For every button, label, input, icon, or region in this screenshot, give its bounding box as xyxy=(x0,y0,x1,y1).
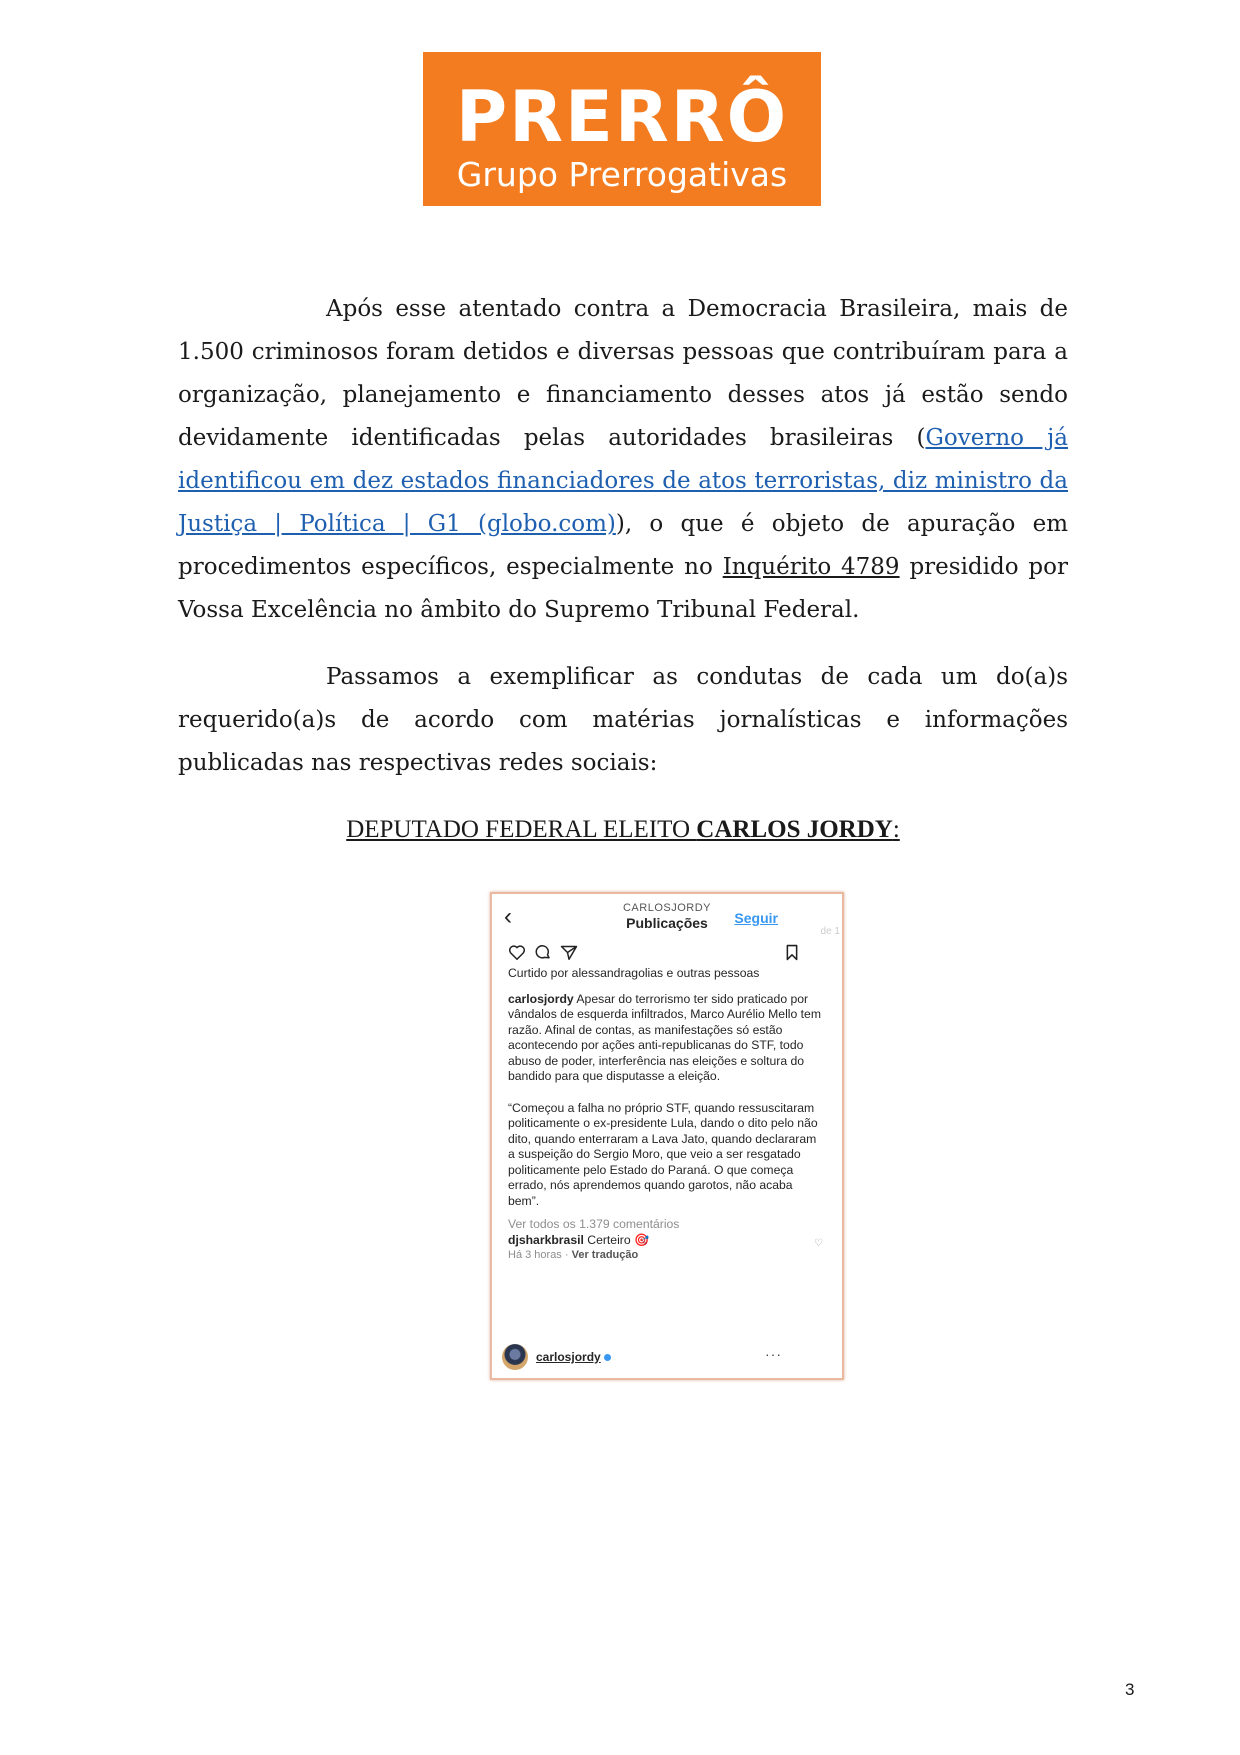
ig-quote: “Começou a falha no próprio STF, quando ressuscitaram politicamente o ex-presidente Lula, dando o dito pelo não dito, quando enterraram a Lava Jato, quando declararam a suspeição do Sergio Moro, que veio a ser resgatado politicamente pelo Estado do Paraná. O que começa errado, nós aprendemos quando garotos, não acaba bem”. xyxy=(508,1100,818,1208)
verified-badge-icon xyxy=(604,1354,611,1361)
footer-username-text: carlosjordy xyxy=(536,1350,601,1364)
paragraph-2 xyxy=(178,656,1068,785)
comment-username: djsharkbrasil xyxy=(508,1232,584,1247)
ig-comment xyxy=(508,1233,823,1249)
inquerito-reference: Inquérito 4789 xyxy=(722,554,900,580)
comment-text: Certeiro 🎯 xyxy=(583,1232,650,1247)
comment-icon xyxy=(534,944,552,961)
back-arrow-icon: ‹ xyxy=(504,903,512,930)
heading-name: CARLOS JORDY xyxy=(696,816,893,843)
paragraph-1-text-c: presidido por Vossa Excelência no âmbito do Supremo Tribunal Federal. xyxy=(178,554,1069,623)
more-options-icon: ··· xyxy=(765,1346,782,1362)
g1-news-link[interactable]: Governo já identificou em dez estados financiadores de atos terroristas, diz ministro da Justiça | Política | G1 (globo.com) xyxy=(178,425,1068,537)
logo-title: PRERRÔ xyxy=(455,76,789,158)
ig-header xyxy=(492,902,842,936)
bookmark-icon xyxy=(784,944,800,961)
heading-prefix: DEPUTADO FEDERAL ELEITO xyxy=(346,816,697,843)
ig-ghost-text: de 1 xyxy=(820,926,840,937)
share-icon xyxy=(560,944,578,961)
ig-header-title: Publicações xyxy=(626,915,708,931)
comment-heart-icon: ♡ xyxy=(814,1237,823,1249)
paragraph-2-text: Passamos a exemplificar as condutas de cada um do(a)s requerido(a)s de acordo com matérias jornalísticas e informações publicadas nas respectivas redes sociais: xyxy=(178,664,1068,776)
logo-subtitle: Grupo Prerrogativas xyxy=(456,155,788,194)
paragraph-1-text-b: ), o que é objeto de apuração em procedimentos específicos, especialmente no xyxy=(178,511,1068,580)
ig-footer xyxy=(502,1344,832,1372)
ig-header-username: CARLOSJORDY xyxy=(622,902,712,914)
section-heading xyxy=(178,808,1068,851)
paragraph-1 xyxy=(178,288,1068,632)
instagram-post-screenshot xyxy=(490,892,844,1380)
ig-caption xyxy=(508,992,823,1085)
paragraph-1-text-a: Após esse atentado contra a Democracia Brasileira, mais de 1.500 criminosos foram detidos e diversas pessoas que contribuíram para a organização, planejamento e financiamento desses atos já estão sendo devidamente identificadas pelas autoridades brasileiras ( xyxy=(178,296,1068,451)
footer-username xyxy=(536,1350,611,1364)
page-number: 3 xyxy=(1125,1680,1135,1699)
prerro-logo xyxy=(423,52,821,206)
ig-time-row xyxy=(508,1248,823,1264)
post-time: Há 3 horas xyxy=(508,1249,562,1261)
liked-by-text: Curtido por alessandragolias e outras pessoas xyxy=(508,966,760,980)
avatar xyxy=(502,1344,528,1370)
heading-suffix: : xyxy=(892,816,900,843)
view-comments-link: Ver todos os 1.379 comentários xyxy=(508,1217,680,1231)
ig-post-body xyxy=(508,966,823,1264)
heart-icon xyxy=(508,944,526,961)
caption-username: carlosjordy xyxy=(508,991,574,1006)
follow-button: Seguir xyxy=(734,910,778,926)
caption-text: Apesar do terrorismo ter sido praticado por vândalos de esquerda infiltrados, Marco Aurélio Mello tem razão. Afinal de contas, as manifestações só estão acontecendo por ações anti-republicanas do STF, todo abuso de poder, interferência nas eleições e soltura do bandido para que disputasse a eleição. xyxy=(508,991,821,1083)
time-separator: · xyxy=(561,1249,572,1261)
translate-link: Ver tradução xyxy=(571,1249,639,1261)
ig-action-bar xyxy=(508,944,832,962)
